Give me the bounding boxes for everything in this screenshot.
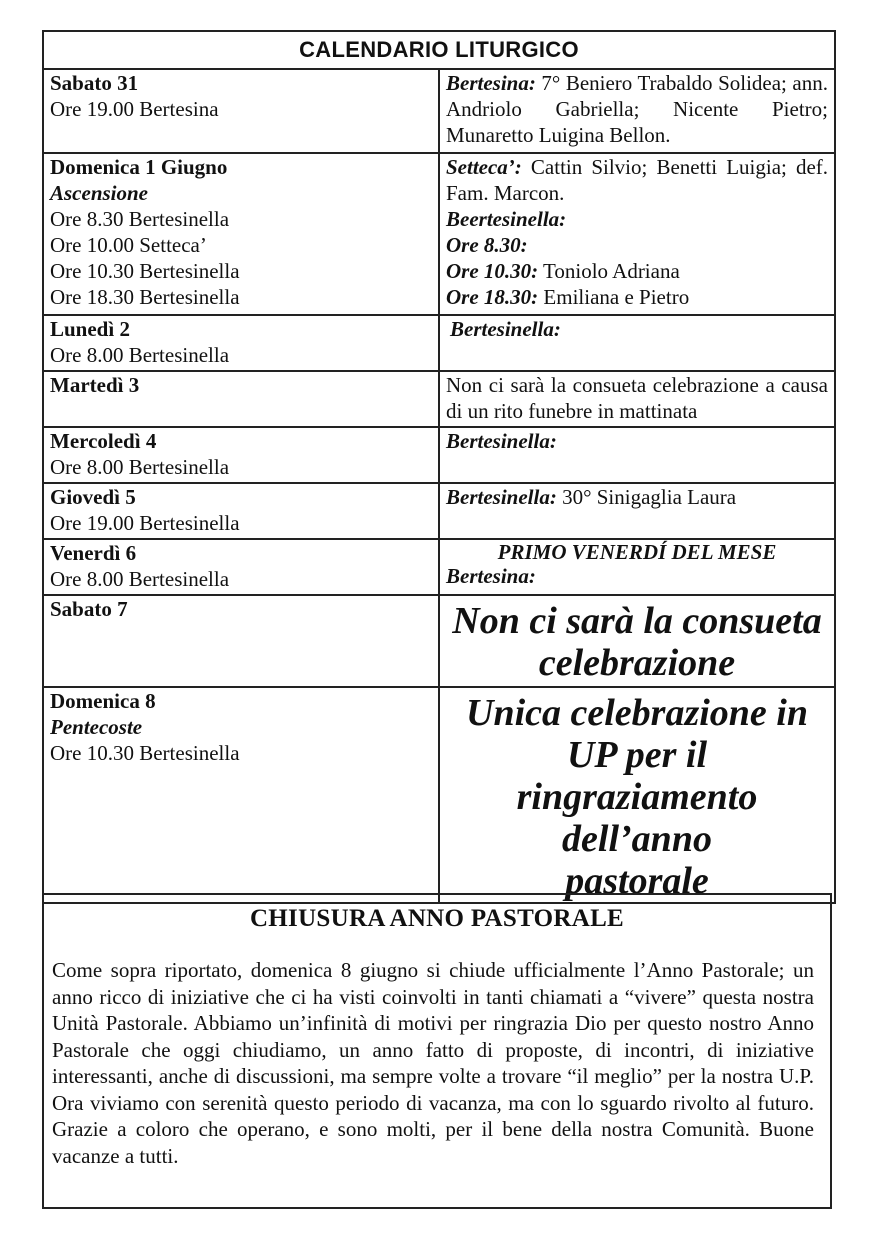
day-cell: [43, 69, 439, 153]
day-label: Lunedì 2: [50, 317, 130, 341]
first-friday-heading: PRIMO VENERDÍ DEL MESE: [497, 540, 777, 564]
closing-announcement-box: [42, 893, 832, 1209]
day-cell: [43, 371, 439, 427]
intention-text: [446, 258, 828, 284]
intention-text: [446, 484, 828, 510]
intentions-cell: [439, 595, 835, 687]
intention-text: [446, 154, 828, 206]
notice-headline-line: celebrazione: [538, 642, 736, 684]
notice-text: Non ci sarà la consueta celebrazione a causa di un rito funebre in mattinata: [446, 373, 828, 423]
day-label: Sabato 31: [50, 71, 139, 95]
intention-names: Emiliana e Pietro: [543, 285, 690, 309]
calendar-row: [43, 483, 835, 539]
intention-names: 7° Beniero Trabaldo Solidea; ann. Andriolo Gabriella; Nicente Pietro; Munaretto Luigina Bellon.: [446, 71, 829, 147]
intentions-cell: [439, 69, 835, 153]
location-label: Bertesinella:: [446, 429, 557, 453]
liturgical-calendar-table: [42, 30, 836, 904]
mass-time: Ore 19.00 Bertesina: [50, 97, 219, 121]
mass-time: Ore 10.30 Bertesinella: [50, 259, 240, 283]
mass-time: Ore 19.00 Bertesinella: [50, 511, 240, 535]
calendar-row: [43, 687, 835, 903]
notice-headline-line: pastorale: [565, 860, 709, 902]
day-label: Sabato 7: [50, 597, 128, 621]
day-cell: [43, 595, 439, 687]
intention-text: [446, 232, 828, 258]
intentions-cell: [439, 539, 835, 595]
intentions-cell: [439, 153, 835, 315]
time-label: Ore 10.30:: [446, 259, 539, 283]
mass-time: Ore 8.00 Bertesinella: [50, 567, 230, 591]
intentions-cell: [439, 687, 835, 903]
day-label: Domenica 1 Giugno: [50, 155, 228, 179]
day-cell: [43, 687, 439, 903]
location-label: Bertesinella:: [446, 485, 557, 509]
location-label: Bertesina:: [446, 71, 536, 95]
calendar-row: [43, 69, 835, 153]
location-label: Setteca’:: [446, 155, 522, 179]
calendar-row: [43, 595, 835, 687]
intention-text: [446, 428, 828, 454]
day-label: Martedì 3: [50, 373, 140, 397]
mass-time: Ore 8.00 Bertesinella: [50, 455, 230, 479]
location-label: Bertesina:: [446, 564, 536, 588]
intentions-cell: [439, 483, 835, 539]
calendar-row: [43, 153, 835, 315]
day-label: Venerdì 6: [50, 541, 137, 565]
location-label: Beertesinella:: [446, 207, 567, 231]
intention-text: [446, 564, 828, 588]
intention-text: [446, 70, 828, 148]
day-cell: [43, 539, 439, 595]
calendar-row: [43, 427, 835, 483]
feast-label: Ascensione: [50, 181, 149, 205]
mass-time: Ore 8.30 Bertesinella: [50, 207, 230, 231]
mass-time: Ore 10.00 Setteca’: [50, 233, 207, 257]
calendar-row: [43, 371, 835, 427]
notice-headline-line: Non ci sarà la consueta: [452, 600, 822, 642]
calendar-row: [43, 315, 835, 371]
feast-label: Pentecoste: [50, 715, 143, 739]
intention-names: Cattin Silvio; Benetti Luigia; def. Fam. Marcon.: [446, 155, 829, 205]
closing-title: CHIUSURA ANNO PASTORALE: [249, 905, 625, 932]
intentions-cell: [439, 371, 835, 427]
day-label: Mercoledì 4: [50, 429, 157, 453]
time-label: Ore 8.30:: [446, 233, 528, 257]
day-label: Giovedì 5: [50, 485, 136, 509]
intention-text: [446, 284, 828, 310]
intention-text: [446, 316, 828, 342]
closing-body: Come sopra riportato, domenica 8 giugno si chiude ufficialmente l’Anno Pastorale; un anno ricco di iniziative che ci ha visti coinvolti in tanti chiamati a “vivere” questa nostra Unità Pastorale. Abbiamo un’infinità di motivi per ringrazia Dio per questo nostro Anno Pastorale che oggi chiudiamo, un anno fatto di proposte, di incontri, di iniziative interessanti, anche di discussioni, ma sempre volte a trovare “il meglio” per la nostra U.P. Ora viviamo con serenità questo periodo di vacanza, ma con lo sguardo rivolto al futuro. Grazie a coloro che operano, e sono molti, per il bene della nostra Comunità. Buone vacanze a tutti.: [52, 958, 814, 1168]
notice-headline-line: ringraziamento dell’anno: [516, 776, 758, 860]
day-cell: [43, 483, 439, 539]
location-label: Bertesinella:: [450, 317, 561, 341]
intention-names: 30° Sinigaglia Laura: [562, 485, 737, 509]
intention-text: [446, 206, 828, 232]
mass-time: Ore 10.30 Bertesinella: [50, 741, 240, 765]
mass-time: Ore 18.30 Bertesinella: [50, 285, 240, 309]
intention-names: Toniolo Adriana: [543, 259, 680, 283]
mass-time: Ore 8.00 Bertesinella: [50, 343, 230, 367]
intentions-cell: [439, 427, 835, 483]
day-cell: [43, 315, 439, 371]
day-label: Domenica 8: [50, 689, 156, 713]
day-cell: [43, 427, 439, 483]
day-cell: [43, 153, 439, 315]
calendar-title-row: [43, 31, 835, 69]
notice-headline-line: Unica celebrazione in UP per il: [466, 692, 808, 776]
calendar-row: [43, 539, 835, 595]
intentions-cell: [439, 315, 835, 371]
time-label: Ore 18.30:: [446, 285, 539, 309]
calendar-title: CALENDARIO LITURGICO: [43, 31, 835, 69]
